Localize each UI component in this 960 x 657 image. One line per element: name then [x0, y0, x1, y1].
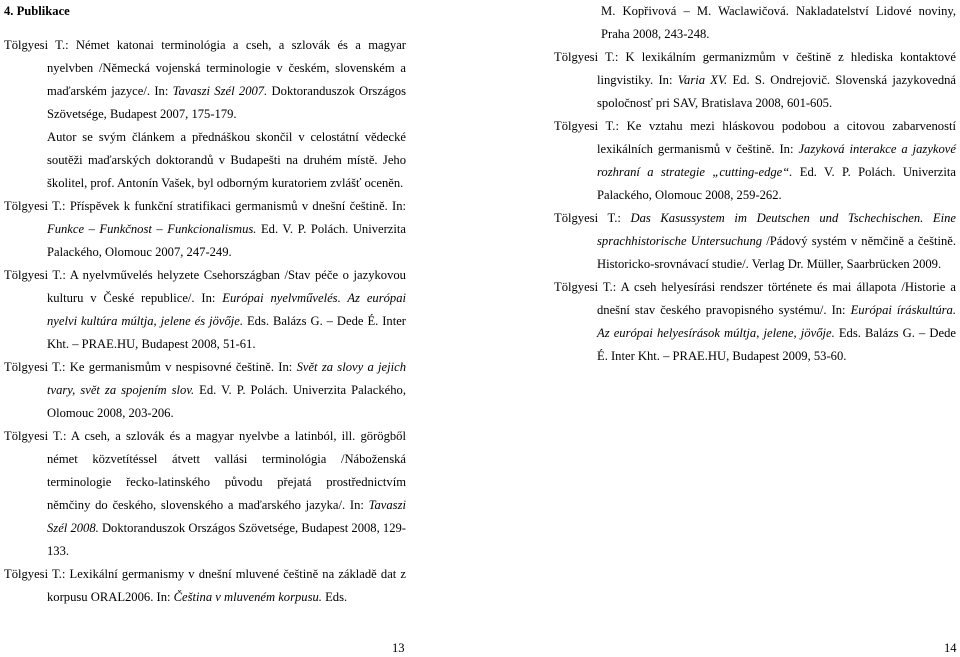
entry-publisher: Eds. Balázs G. – Dede É. Inter Kht. – PRAE.HU, Budapest 2009, 53-60. [597, 326, 956, 363]
entry-publisher: Ed. V. P. Polách. Univerzita Palackého, Olomouc 2008, 203-206. [47, 383, 406, 420]
entry-publisher: Ed. S. Ondrejovič. Slovenská jazykovedná spoločnosť pri SAV, Bratislava 2008, 601-605. [597, 73, 957, 110]
publication-entry [4, 563, 406, 609]
entry-publisher: Eds. Balázs G. – Dede É. Inter Kht. – PRAE.HU, Budapest 2008, 51-61. [47, 314, 407, 351]
left-page-column [4, 0, 406, 609]
right-page-column [554, 0, 956, 368]
entry-text: : K lexikálním germanizmům v češtině z hlediska kontaktové lingvistiky. In: [597, 50, 956, 87]
entry-author: Tölgyesi T. [4, 199, 63, 213]
entry-author: Tölgyesi T. [554, 211, 618, 225]
entry-continuation: M. Kopřivová – M. Waclawičová. Nakladatelství Lidové noviny, Praha 2008, 243-248. [601, 4, 956, 41]
entry-text: : A cseh helyesírási rendszer története és mai állapota /Historie a dnešní stav českého pravopisného systému/. In: [597, 280, 956, 317]
entry-author: Tölgyesi T. [4, 567, 62, 581]
entry-author: Tölgyesi T. [554, 280, 613, 294]
publication-entry [554, 115, 956, 207]
page-number-left: 13 [392, 641, 405, 655]
entry-author: Tölgyesi T. [554, 50, 615, 64]
entry-title: Das Kasussystem im Deutschen und Tschechischen. Eine sprachhistorische Untersuchung [597, 211, 956, 248]
entry-text: : [617, 211, 631, 225]
publication-entry [554, 46, 956, 115]
entry-publisher: Doktoranduszok Országos Szövetsége, Budapest 2007, 175-179. [47, 84, 406, 121]
entry-text: : Német katonai terminológia a cseh, a szlovák és a magyar nyelvben /Německá vojenská terminologie v českém, slovenském a maďarském jazyce/. In: [47, 38, 406, 98]
entry-title: Svět za slovy a jejich tvary, svět za spojením slov. [47, 360, 407, 397]
entry-title: Tavaszi Szél 2008. [47, 498, 406, 535]
entry-text: : Ke germanismům v nespisovné češtině. In: [62, 360, 297, 374]
entry-title: Funkce – Funkčnost – Funkcionalismus. [47, 222, 257, 236]
entry-title: Tavaszi Szél 2007. [172, 84, 268, 98]
entry-title: Európai íráskultúra. Az európai helyesírások múltja, jelene, jövője. [597, 303, 956, 340]
award-note: Autor se svým článkem a přednáškou skončil v celostátní vědecké soutěži maďarských doktorandů v Budapešti na druhém místě. Jeho školitel, prof. Antonín Vašek, byl odborným kuratoriem zvlášť oceněn. [47, 130, 406, 190]
entry-publisher: Ed. V. P. Polách. Univerzita Palackého, Olomouc 2008, 259-262. [597, 165, 956, 202]
publication-entry [4, 195, 406, 264]
section-heading: 4. Publikace [4, 4, 70, 18]
entry-text: : A cseh, a szlovák és a magyar nyelvbe a latinból, ill. görögből német közvetítéssel átvett vallási terminológia /Náboženská terminologie řecko-latinského původu přejatá prostřednictvím němčiny do českého, slovenského a maďarského jazyka/. In: [47, 429, 406, 512]
entry-title: Európai nyelvművelés. Az európai nyelvi kultúra múltja, jelene és jövője. [47, 291, 407, 328]
page-number-right: 14 [944, 641, 957, 655]
publication-entry [4, 264, 406, 356]
publication-entry [554, 207, 956, 276]
publication-entry [4, 34, 406, 126]
entry-publisher: Eds. [321, 590, 348, 604]
entry-text: : A nyelvművelés helyzete Csehországban /Stav péče o jazykovou kulturu v České republice/. In: [47, 268, 406, 305]
entry-publisher: Ed. V. P. Polách. Univerzita Palackého, Olomouc 2007, 247-249. [47, 222, 406, 259]
publication-entry [554, 276, 956, 368]
entry-author: Tölgyesi T. [4, 429, 63, 443]
entry-text: : Ke vztahu mezi hláskovou podobou a citovou zabarveností lexikálních germanismů v češtině. In: [597, 119, 956, 156]
entry-publisher: /Pádový systém v němčině a češtině. Historicko-srovnávací studie/. Verlag Dr. Müller, Saarbrücken 2009. [597, 234, 956, 271]
entry-author: Tölgyesi T. [554, 119, 616, 133]
entry-text: : Lexikální germanismy v dnešní mluvené češtině na základě dat z korpusu ORAL2006. In: [47, 567, 406, 604]
publication-entry [4, 356, 406, 425]
publication-entry [4, 425, 406, 563]
entry-author: Tölgyesi T. [4, 360, 63, 374]
entry-title: Jazyková interakce a jazykové rozhraní a strategie „cutting-edge“. [597, 142, 956, 179]
entry-title: Čeština v mluveném korpusu. [173, 590, 322, 604]
entry-title: Varia XV. [677, 73, 728, 87]
entry-text: : Příspěvek k funkční stratifikaci germanismů v dnešní češtině. In: [62, 199, 406, 213]
entry-publisher: Doktoranduszok Országos Szövetsége, Budapest 2008, 129-133. [47, 521, 406, 558]
entry-author: Tölgyesi T. [4, 38, 66, 52]
entry-author: Tölgyesi T. [4, 268, 63, 282]
